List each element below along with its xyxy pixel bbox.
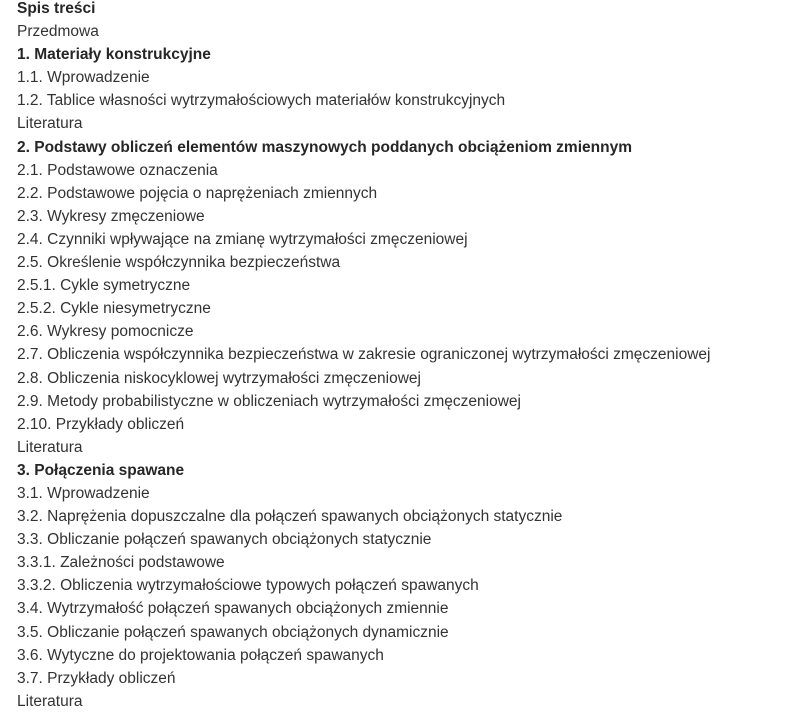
toc-entry: 3.4. Wytrzymałość połączeń spawanych obciążonych zmiennie: [17, 600, 449, 618]
toc-entry: 2.7. Obliczenia współczynnika bezpieczeństwa w zakresie ograniczonej wytrzymałości zmęczeniowej: [17, 346, 711, 364]
toc-chapter-heading: 3. Połączenia spawane: [17, 461, 185, 479]
toc-entry: 3.3.2. Obliczenia wytrzymałościowe typowych połączeń spawanych: [17, 577, 479, 595]
toc-entry: 1.2. Tablice własności wytrzymałościowych materiałów konstrukcyjnych: [17, 92, 506, 110]
toc-entry: Literatura: [17, 438, 83, 456]
toc-entry: 2.5. Określenie współczynnika bezpieczeństwa: [17, 254, 341, 272]
toc-chapter-heading: 2. Podstawy obliczeń elementów maszynowych poddanych obciążeniom zmiennym: [17, 138, 632, 156]
toc-entry: 2.9. Metody probabilistyczne w obliczeniach wytrzymałości zmęczeniowej: [17, 392, 521, 410]
toc-entry: Literatura: [17, 692, 83, 710]
toc-entry: Literatura: [17, 115, 83, 133]
toc-entry: 3.2. Naprężenia dopuszczalne dla połączeń spawanych obciążonych statycznie: [17, 508, 563, 526]
toc-entry: 3.3. Obliczanie połączeń spawanych obciążonych statycznie: [17, 531, 432, 549]
toc-entry: 2.5.1. Cykle symetryczne: [17, 277, 191, 295]
toc-chapter-heading: 1. Materiały konstrukcyjne: [17, 46, 211, 64]
toc-entry: 3.5. Obliczanie połączeń spawanych obciążonych dynamicznie: [17, 623, 449, 641]
toc-entry: 2.6. Wykresy pomocnicze: [17, 323, 194, 341]
toc-list: [17, 20, 787, 713]
toc-entry: 2.8. Obliczenia niskocyklowej wytrzymałości zmęczeniowej: [17, 369, 421, 387]
toc-entry: 2.3. Wykresy zmęczeniowe: [17, 207, 205, 225]
toc-title: Spis treści: [17, 0, 96, 17]
toc-entry: 2.4. Czynniki wpływające na zmianę wytrzymałości zmęczeniowej: [17, 230, 468, 248]
toc-entry: 2.2. Podstawowe pojęcia o naprężeniach zmiennych: [17, 184, 378, 202]
toc-entry: 2.5.2. Cykle niesymetryczne: [17, 300, 211, 318]
toc-entry: 3.7. Przykłady obliczeń: [17, 669, 176, 687]
table-of-contents: [17, 0, 787, 713]
toc-entry: 3.3.1. Zależności podstawowe: [17, 554, 225, 572]
toc-entry: Przedmowa: [17, 23, 99, 41]
toc-entry: 2.1. Podstawowe oznaczenia: [17, 161, 218, 179]
toc-entry: 2.10. Przykłady obliczeń: [17, 415, 185, 433]
toc-entry: 1.1. Wprowadzenie: [17, 69, 150, 87]
toc-entry: 3.6. Wytyczne do projektowania połączeń spawanych: [17, 646, 384, 664]
toc-entry: 3.1. Wprowadzenie: [17, 484, 150, 502]
